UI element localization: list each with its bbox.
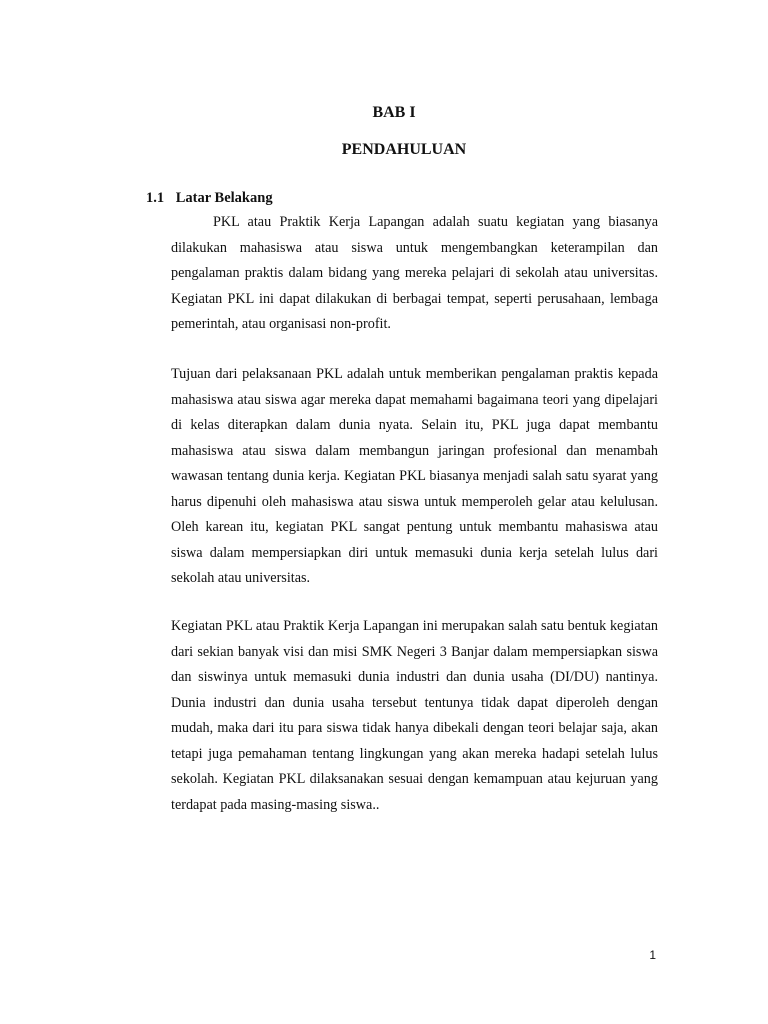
chapter-title: PENDAHULUAN [341, 141, 467, 158]
paragraph-2: Tujuan dari pelaksanaan PKL adalah untuk memberikan pengalaman praktis kepada mahasiswa atau siswa agar mereka dapat memahami bagaimana teori yang dipelajari di kelas diterapkan dalam dunia nyata. Selain itu, PKL juga dapat membantu mahasiswa atau siswa dalam membangun jaringan profesional dan menambah wawasan tentang dunia kerja. Kegiatan PKL biasanya menjadi salah satu syarat yang harus dipenuhi oleh mahasiswa atau siswa untuk memperoleh gelar atau kelulusan. Oleh karean itu, kegiatan PKL sangat pentung untuk membantu mahasiswa atau siswa dalam mempersiapkan diri untuk memasuki dunia kerja setelah lulus dari sekolah atau universitas. [171, 366, 658, 586]
section-number: 1.1 [146, 190, 165, 206]
page-number: 1 [649, 948, 656, 962]
paragraph-3: Kegiatan PKL atau Praktik Kerja Lapangan ini merupakan salah satu bentuk kegiatan dari sekian banyak visi dan misi SMK Negeri 3 Banjar dalam mempersiapkan siswa dan siswinya untuk memasuki dunia industri dan dunia usaha (DI/DU) nantinya. Dunia industri dan dunia usaha tersebut tentunya tidak dapat diperoleh dengan mudah, maka dari itu para siswa tidak hanya dibekali dengan teori belajar saja, akan tetapi juga pemahaman tentang lingkungan yang akan mereka hadapi setelah lulus sekolah. Kegiatan PKL dilaksanakan sesuai dengan kemampuan atau kejuruan yang terdapat pada masing-masing siswa.. [171, 618, 658, 813]
section-title: Latar Belakang [175, 190, 273, 206]
chapter-label: BAB I [372, 104, 416, 121]
section-heading [146, 190, 273, 207]
paragraph-1: PKL atau Praktik Kerja Lapangan adalah suatu kegiatan yang biasanya dilakukan mahasiswa atau siswa untuk mengembangkan keterampilan dan pengalaman praktis dalam bidang yang mereka pelajari di sekolah atau universitas. Kegiatan PKL ini dapat dilakukan di berbagai tempat, seperti perusahaan, lembaga pemerintah, atau organisasi non-profit. [171, 214, 658, 332]
